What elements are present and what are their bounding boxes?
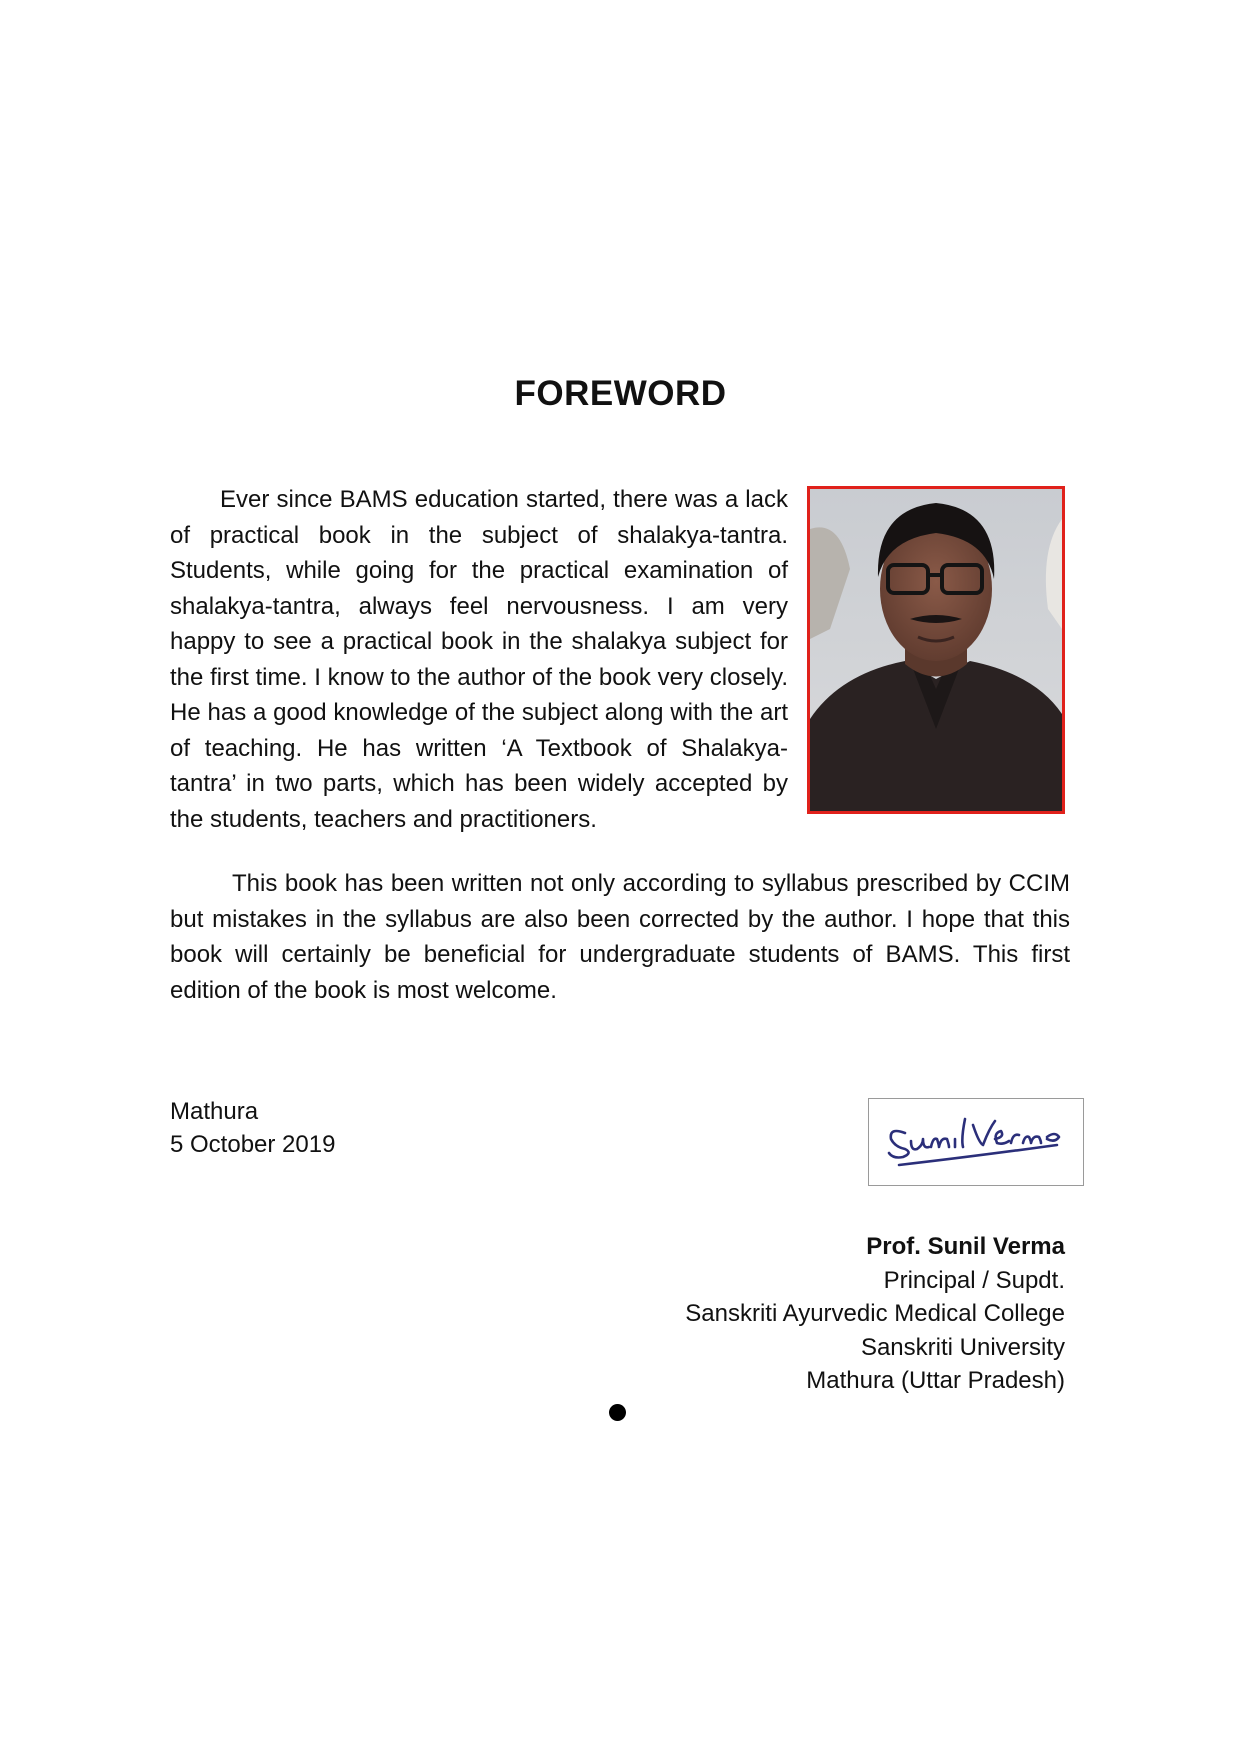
foreword-paragraph-2: This book has been written not only according to syllabus prescribed by CCIM but mistakes in the syllabus are also been corrected by the author. I hope that this book will certainly be beneficial for undergraduate students of BAMS. This first edition of the book is most welcome.	[170, 870, 1070, 1004]
foreword-paragraph-1: Ever since BAMS education started, there was a lack of practical book in the subject of shalakya-tantra. Students, while going for the practical examination of shalakya-tantra, always feel nervousness. I am very happy to see a practical book in the shalakya subject for the first time. I know to the author of the book very closely. He has a good knowledge of the subject along with the art of teaching. He has written ‘A Textbook of Shalakya-tantra’ in two parts, which has been widely accepted by the students, teachers and practitioners.	[170, 486, 788, 833]
signatory-block	[685, 1230, 1065, 1398]
signatory-name: Prof. Sunil Verma	[866, 1233, 1065, 1260]
date: 5 October 2019	[170, 1131, 336, 1158]
signatory-designation: Principal / Supdt.	[883, 1266, 1065, 1294]
end-bullet-icon	[609, 1404, 626, 1421]
page-title: FOREWORD	[514, 374, 727, 413]
author-photo	[807, 486, 1065, 814]
signatory-university: Sanskriti University	[860, 1333, 1065, 1361]
place: Mathura	[170, 1098, 259, 1125]
signatory-college: Sanskriti Ayurvedic Medical College	[685, 1300, 1065, 1327]
place-date-block	[170, 1095, 335, 1161]
signature-image	[868, 1098, 1084, 1186]
signatory-location: Mathura (Uttar Pradesh)	[806, 1367, 1065, 1394]
